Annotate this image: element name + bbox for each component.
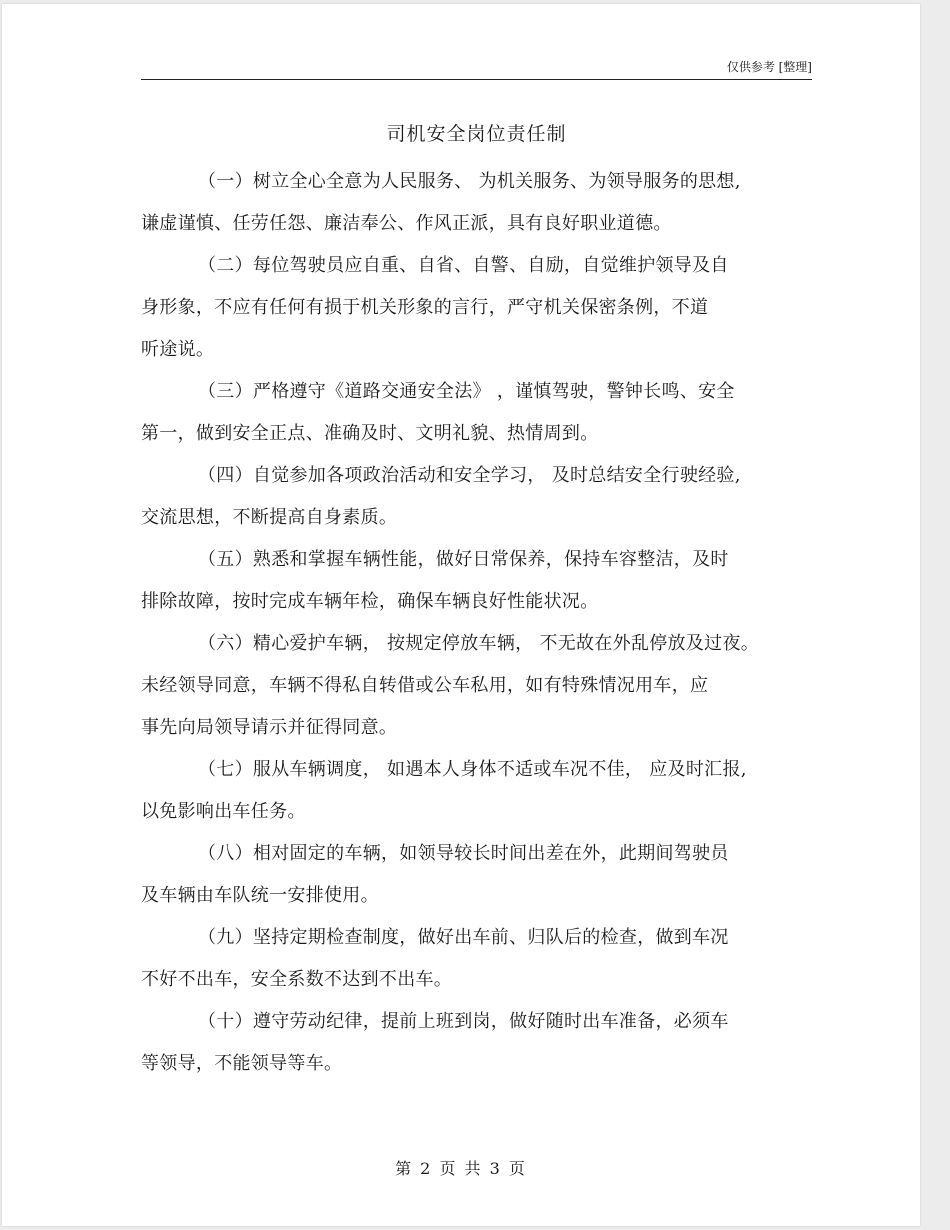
paragraph-line: 交流思想，不断提高自身素质。	[141, 507, 398, 528]
paragraph-line: 身形象，不应有任何有损于机关形象的言行，严守机关保密条例，不道	[141, 297, 709, 318]
paragraph-line: 谦虚谨慎、任劳任怨、廉洁奉公、作风正派，具有良好职业道德。	[141, 213, 672, 234]
paragraph	[141, 455, 812, 539]
paragraph-line: 未经领导同意，车辆不得私自转借或公车私用，如有特殊情况用车，应	[141, 675, 709, 696]
paragraph-line: 听途说。	[141, 339, 215, 360]
paragraph	[141, 623, 812, 749]
paragraph-line: 第一，做到安全正点、准确及时、文明礼貌、热情周到。	[141, 423, 599, 444]
header-text: 仅供参考 [整理]	[726, 60, 812, 74]
paragraph	[141, 833, 812, 917]
paragraph-line: 不好不出车，安全系数不达到不出车。	[141, 969, 453, 990]
paragraph-line: （四）自觉参加各项政治活动和安全学习， 及时总结安全行驶经验,	[198, 465, 741, 486]
paragraph-line: （三）严格遵守《道路交通安全法》 ，谨慎驾驶，警钟长鸣、安全	[198, 381, 735, 402]
document-body	[141, 161, 812, 1085]
page-header	[141, 59, 812, 80]
paragraph-line: 排除故障，按时完成车辆年检，确保车辆良好性能状况。	[141, 591, 599, 612]
paragraph-line: 以免影响出车任务。	[141, 801, 306, 822]
paragraph-line: （一）树立全心全意为人民服务、 为机关服务、为领导服务的思想,	[198, 171, 741, 192]
paragraph	[141, 749, 812, 833]
paragraph-line: （十）遵守劳动纪律，提前上班到岗，做好随时出车准备，必须车	[198, 1011, 729, 1032]
paragraph-line: （八）相对固定的车辆，如领导较长时间出差在外，此期间驾驶员	[198, 843, 729, 864]
document-page	[2, 4, 920, 1226]
paragraph	[141, 245, 812, 371]
paragraph	[141, 371, 812, 455]
paragraph-line: （七）服从车辆调度， 如遇本人身体不适或车况不佳， 应及时汇报,	[198, 759, 747, 780]
paragraph	[141, 917, 812, 1001]
paragraph-line: 及车辆由车队统一安排使用。	[141, 885, 379, 906]
paragraph-line: （六）精心爱护车辆， 按规定停放车辆， 不无故在外乱停放及过夜。	[198, 633, 760, 654]
page-footer: 第 2 页 共 3 页	[395, 1159, 527, 1178]
document-title: 司机安全岗位责任制	[386, 123, 567, 145]
paragraph-line: （五）熟悉和掌握车辆性能，做好日常保养，保持车容整洁，及时	[198, 549, 729, 570]
paragraph-line: （九）坚持定期检查制度，做好出车前、归队后的检查，做到车况	[198, 927, 729, 948]
paragraph	[141, 161, 812, 245]
paragraph-line: 等领导，不能领导等车。	[141, 1053, 343, 1074]
paragraph-line: （二）每位驾驶员应自重、自省、自警、自励，自觉维护领导及自	[198, 255, 729, 276]
paragraph-line: 事先向局领导请示并征得同意。	[141, 717, 398, 738]
paragraph	[141, 539, 812, 623]
paragraph	[141, 1001, 812, 1085]
